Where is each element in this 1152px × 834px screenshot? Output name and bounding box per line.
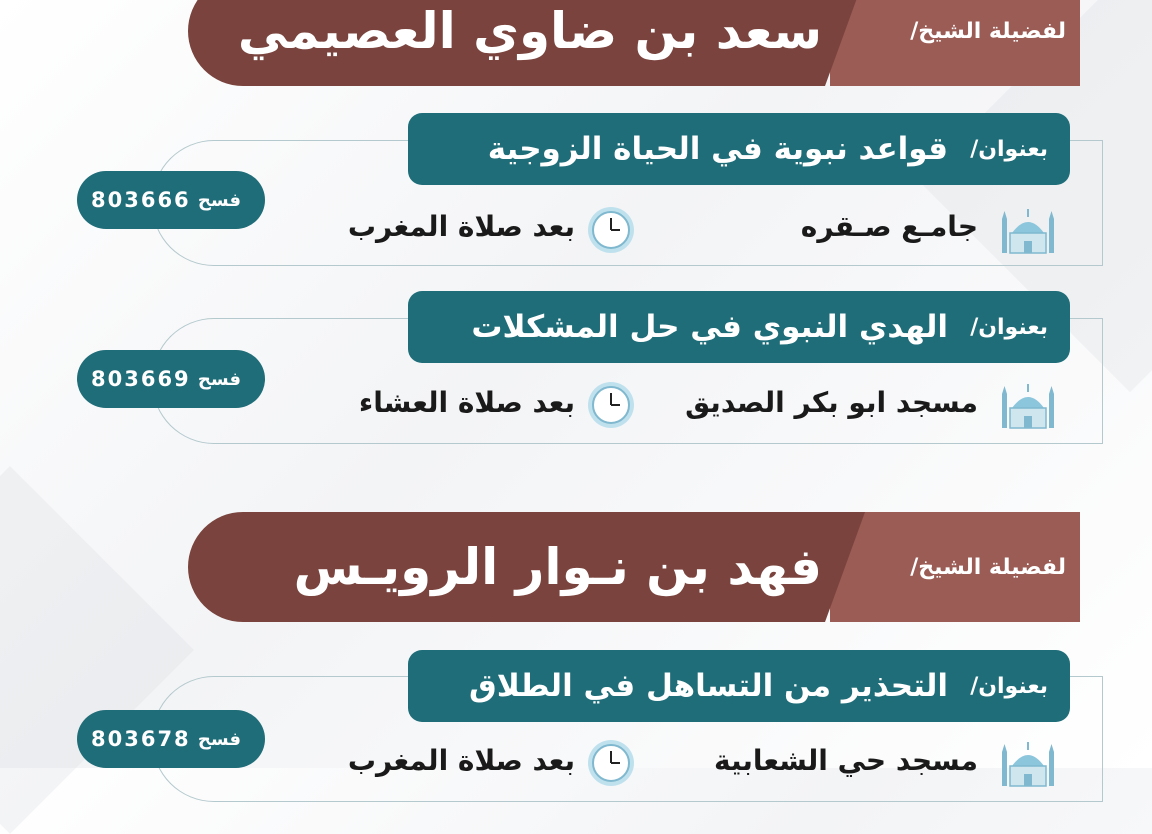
permit-number: 803678: [91, 727, 191, 751]
lecture-title: الهدي النبوي في حل المشكلات: [471, 309, 948, 345]
permit-label: فسح: [197, 189, 241, 211]
sheikh-prefix: لفضيلة الشيخ/: [910, 554, 1066, 580]
sheikh-name: فهد بن نـوار الرويـس: [293, 538, 822, 596]
clock-icon: [586, 380, 636, 434]
mosque-name: مسجد ابو بكر الصديق: [685, 386, 978, 419]
lecture-title-label: بعنوان/: [970, 673, 1048, 699]
sheikh-name: سعد بن ضاوي العصيمي: [237, 2, 822, 60]
lecture-time: بعد صلاة العشاء: [358, 386, 575, 419]
permit-label: فسح: [197, 728, 241, 750]
sheikh-banner: [188, 0, 1080, 86]
lecture-time: بعد صلاة المغرب: [347, 744, 575, 777]
lecture-title: قواعد نبوية في الحياة الزوجية: [487, 131, 948, 167]
lecture-title-bar: [408, 113, 1070, 185]
mosque-name: مسجد حي الشعابية: [713, 744, 978, 777]
permit-number: 803666: [91, 188, 191, 212]
permit-number: 803669: [91, 367, 191, 391]
mosque-name: جامـع صـقره: [800, 210, 978, 243]
clock-icon: [586, 205, 636, 259]
mosque-icon: [1000, 205, 1056, 259]
clock-icon: [586, 738, 636, 792]
permit-badge: [77, 171, 265, 229]
permit-badge: [77, 710, 265, 768]
mosque-icon: [1000, 738, 1056, 792]
permit-badge: [77, 350, 265, 408]
sheikh-banner: [188, 512, 1080, 622]
lecture-title: التحذير من التساهل في الطلاق: [468, 668, 948, 704]
lecture-title-bar: [408, 291, 1070, 363]
lecture-time: بعد صلاة المغرب: [347, 210, 575, 243]
mosque-icon: [1000, 380, 1056, 434]
lecture-title-label: بعنوان/: [970, 136, 1048, 162]
lecture-title-bar: [408, 650, 1070, 722]
lecture-title-label: بعنوان/: [970, 314, 1048, 340]
permit-label: فسح: [197, 368, 241, 390]
sheikh-prefix: لفضيلة الشيخ/: [910, 18, 1066, 44]
